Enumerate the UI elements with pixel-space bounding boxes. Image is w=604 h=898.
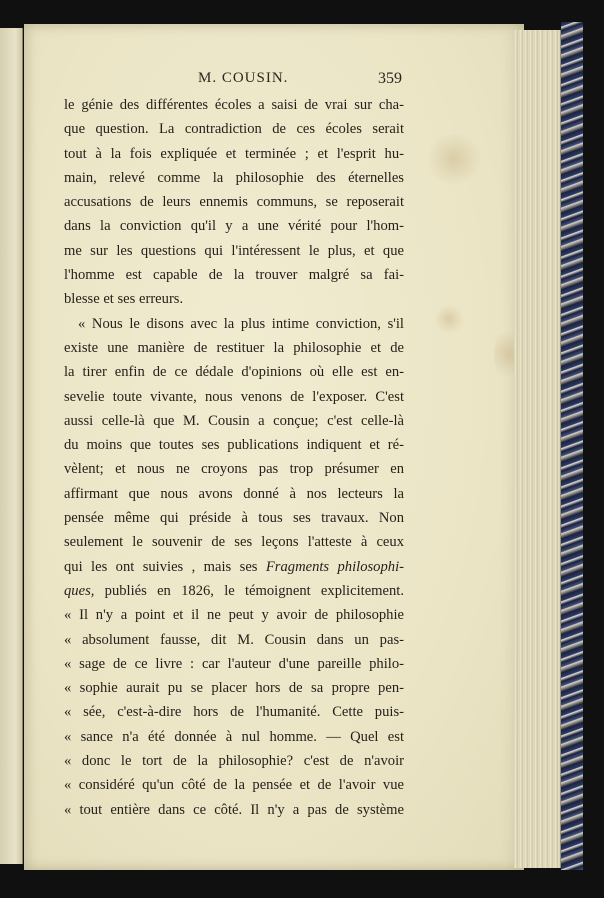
text-line: dans la conviction qu'il y a une vérité pour l'hom- (64, 218, 404, 235)
text-line: tout à la fois expliquée et terminée ; et l'esprit hu- (64, 145, 404, 162)
text-segment: publiés en 1826, le témoignent explicitement. (94, 582, 404, 599)
text-line: seulement le souvenir de ses leçons l'atteste à ceux (64, 534, 404, 551)
quote-line: « tout entière dans ce côté. Il n'y a pas de système (64, 801, 404, 818)
text-line: aussi celle-là que M. Cousin a conçue; c'est celle-là (64, 412, 404, 429)
text-line: me sur les questions qui l'intéressent le plus, et que (64, 242, 404, 259)
quote-line: « sance n'a été donnée à nul homme. — Quel est (64, 728, 404, 745)
running-head: M. COUSIN. (198, 70, 289, 86)
text-line-with-italic (64, 555, 404, 579)
page-edges (514, 30, 562, 868)
quote-line: « sée, c'est-à-dire hors de l'humanité. Cette puis- (64, 704, 404, 721)
text-line: pensée même qui préside à tous ses travaux. Non (64, 510, 404, 527)
text-line: blesse et ses erreurs. (64, 291, 184, 308)
page-header (60, 70, 460, 92)
quote-line: « sage de ce livre : car l'auteur d'une pareille philo- (64, 655, 404, 672)
text-line: accusations de leurs ennemis communs, se reposerait (64, 194, 404, 211)
book-title-italic: ques, (64, 582, 95, 599)
text-line: la tirer enfin de ce dédale d'opinions où elle est en- (64, 364, 404, 381)
text-line: affirmant que nous avons donné à nos lecteurs la (64, 485, 404, 502)
text-line: le génie des différentes écoles a saisi de vrai sur cha- (64, 97, 404, 113)
text-segment: qui les ont suivies , mais ses (64, 558, 266, 575)
text-line: « Nous le disons avec la plus intime conviction, s'il (78, 315, 404, 332)
page-number: 359 (378, 70, 402, 87)
foxing-stain (424, 134, 484, 184)
quote-line: « absolument fausse, dit M. Cousin dans un pas- (64, 631, 404, 648)
text-line: vèlent; et nous ne croyons pas trop présumer en (64, 461, 404, 478)
marbled-cover-edge (561, 22, 583, 870)
text-line: existe une manière de restituer la philosophie et de (64, 339, 404, 356)
text-line: que question. La contradiction de ces écoles serait (64, 121, 404, 138)
quote-line: « considéré qu'un côté de la pensée et de l'avoir vue (64, 777, 404, 794)
quote-line: « sophie aurait pu se placer hors de sa propre pen- (64, 680, 404, 697)
text-line: main, relevé comme la philosophie des éternelles (64, 169, 404, 186)
text-line: l'homme est capable de la trouver malgré sa fai- (64, 267, 404, 284)
facing-page-edge (0, 28, 23, 864)
body-text (64, 93, 404, 822)
book-title-italic: Fragments philosophi- (265, 558, 404, 575)
text-line: sevelie toute vivante, nous venons de l'exposer. C'est (64, 388, 404, 405)
foxing-stain (434, 304, 464, 334)
quote-line: « Il n'y a point et il ne peut y avoir de philosophie (64, 607, 404, 624)
text-line-with-italic (64, 579, 404, 603)
quote-line: « donc le tort de la philosophie? c'est de n'avoir (64, 753, 404, 770)
text-line: du moins que toutes ses publications indiquent et ré- (64, 437, 404, 454)
